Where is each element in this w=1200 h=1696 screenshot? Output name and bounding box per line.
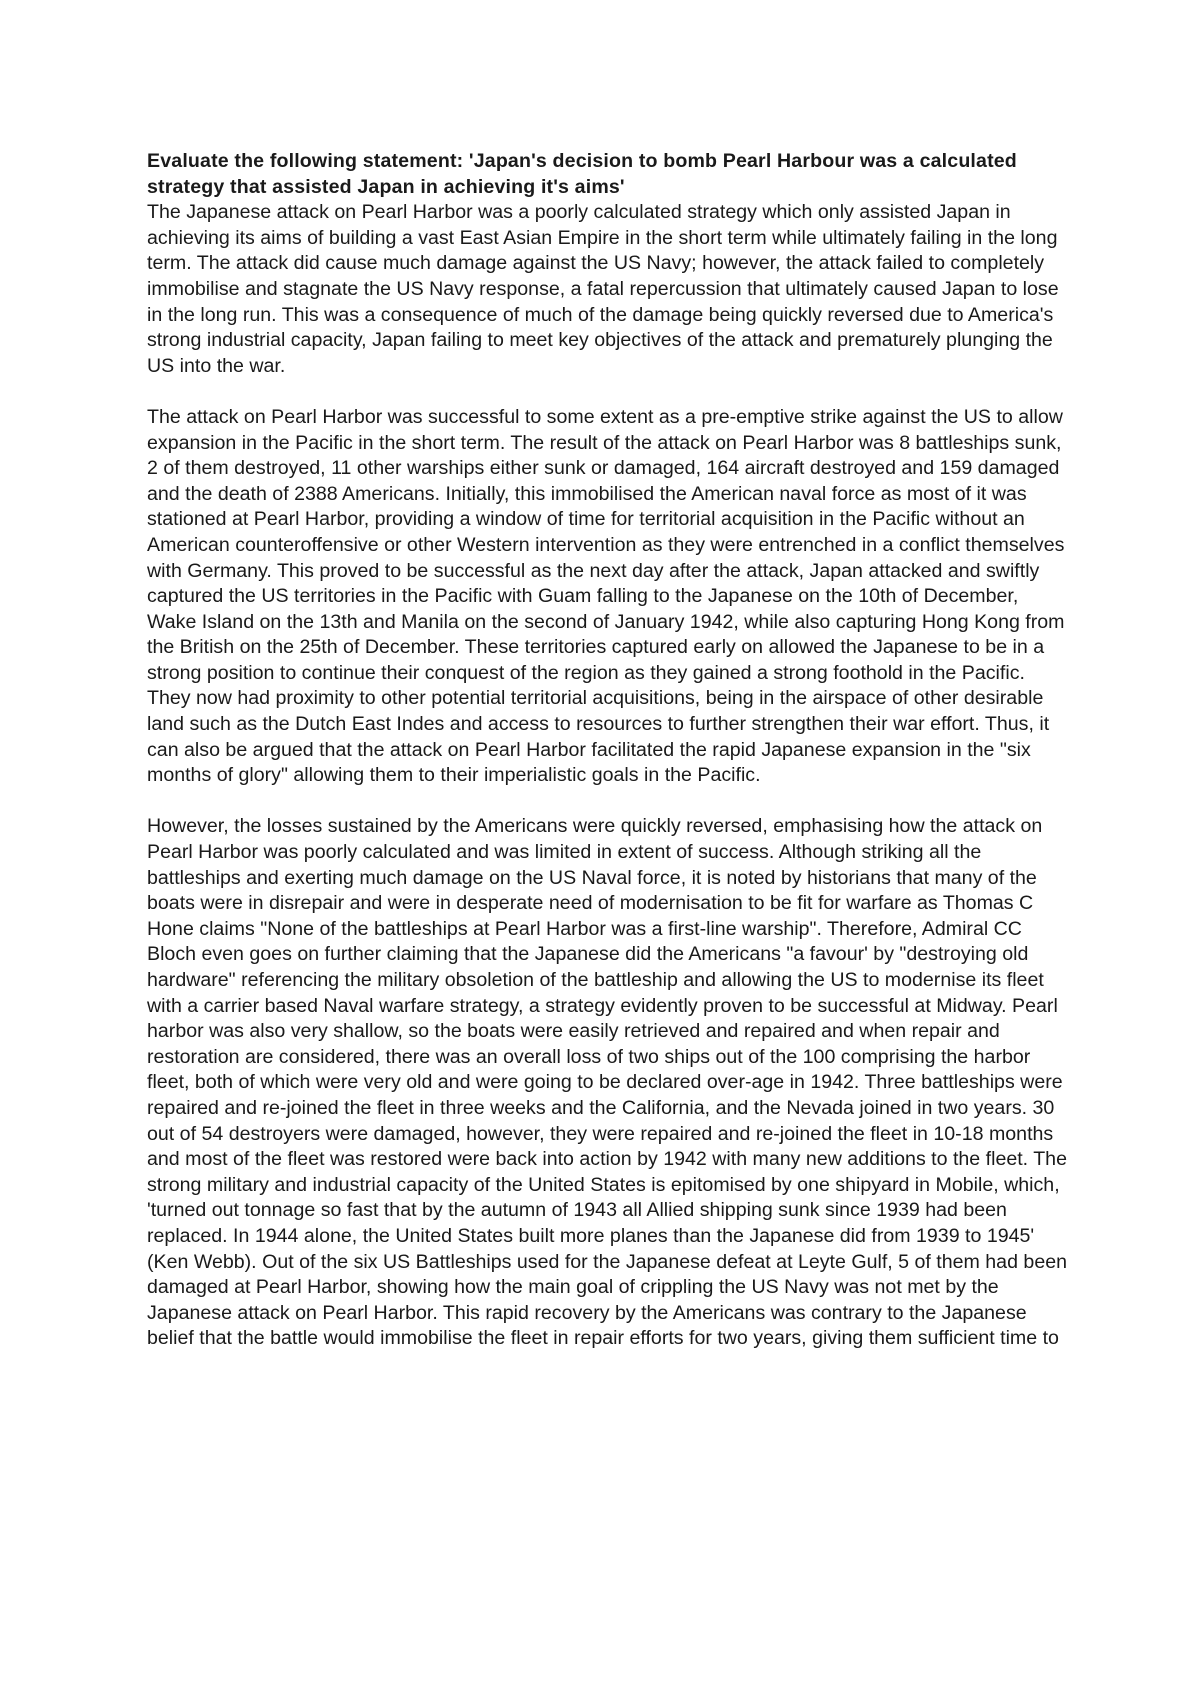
paragraph-introduction: The Japanese attack on Pearl Harbor was a poorly calculated strategy which only assisted Japan in achieving its aims of building a vast East Asian Empire in the short term while ultimately failing in the long term. The attack did cause much damage against the US Navy; however, the attack failed to completely immobilise and stagnate the US Navy response, a fatal repercussion that ultimately caused Japan to lose in the long run. This was a consequence of much of the damage being quickly reversed due to America's strong industrial capacity, Japan failing to meet key objectives of the attack and prematurely plunging the US into the war.: [147, 201, 1059, 377]
paragraph-short-term-success: The attack on Pearl Harbor was successful to some extent as a pre-emptive strike against the US to allow expansion in the Pacific in the short term. The result of the attack on Pearl Harbor was 8 battleships sunk, 2 of them destroyed, 11 other warships either sunk or damaged, 164 aircraft destroyed and 159 damaged and the death of 2388 Americans. Initially, this immobilised the American naval force as most of it was stationed at Pearl Harbor, providing a window of time for territorial acquisition in the Pacific without an American counteroffensive or other Western intervention as they were entrenched in a conflict themselves with Germany. This proved to be successful as the next day after the attack, Japan attacked and swiftly captured the US territories in the Pacific with Guam falling to the Japanese on the 10th of December, Wake Island on the 13th and Manila on the second of January 1942, while also capturing Hong Kong from the British on the 25th of December. These territories captured early on allowed the Japanese to be in a strong position to continue their conquest of the region as they gained a strong foothold in the Pacific. They now had proximity to other potential territorial acquisitions, being in the airspace of other desirable land such as the Dutch East Indes and access to resources to further strengthen their war effort. Thus, it can also be argued that the attack on Pearl Harbor facilitated the rapid Japanese expansion in the "six months of glory" allowing them to their imperialistic goals in the Pacific.: [147, 405, 1065, 787]
paragraph-losses-reversed: However, the losses sustained by the Americans were quickly reversed, emphasising how the attack on Pearl Harbor was poorly calculated and was limited in extent of success. Although striking all the battleships and exerting much damage on the US Naval force, it is noted by historians that many of the boats were in disrepair and were in desperate need of modernisation to be fit for warfare as Thomas C Hone claims "None of the battleships at Pearl Harbor was a first-line warship". Therefore, Admiral CC Bloch even goes on further claiming that the Japanese did the Americans "a favour' by "destroying old hardware" referencing the military obsoletion of the battleship and allowing the US to modernise its fleet with a carrier based Naval warfare strategy, a strategy evidently proven to be successful at Midway. Pearl harbor was also very shallow, so the boats were easily retrieved and repaired and when repair and restoration are considered, there was an overall loss of two ships out of the 100 comprising the harbor fleet, both of which were very old and were going to be declared over-age in 1942. Three battleships were repaired and re-joined the fleet in three weeks and the California, and the Nevada joined in two years. 30 out of 54 destroyers were damaged, however, they were repaired and re-joined the fleet in 10-18 months and most of the fleet was restored were back into action by 1942 with many new additions to the fleet. The strong military and industrial capacity of the United States is epitomised by one shipyard in Mobile, which, 'turned out tonnage so fast that by the autumn of 1943 all Allied shipping sunk since 1939 had been replaced. In 1944 alone, the United States built more planes than the Japanese did from 1939 to 1945' (Ken Webb). Out of the six US Battleships used for the Japanese defeat at Leyte Gulf, 5 of them had been damaged at Pearl Harbor, showing how the main goal of crippling the US Navy was not met by the Japanese attack on Pearl Harbor. This rapid recovery by the Americans was contrary to the Japanese belief that the battle would immobilise the fleet in repair efforts for two years, giving them sufficient time to: [147, 815, 1068, 1350]
document-page: [147, 149, 1067, 1352]
essay-title: Evaluate the following statement: 'Japan's decision to bomb Pearl Harbour was a calculated strategy that assisted Japan in achieving it's aims': [147, 150, 1017, 198]
